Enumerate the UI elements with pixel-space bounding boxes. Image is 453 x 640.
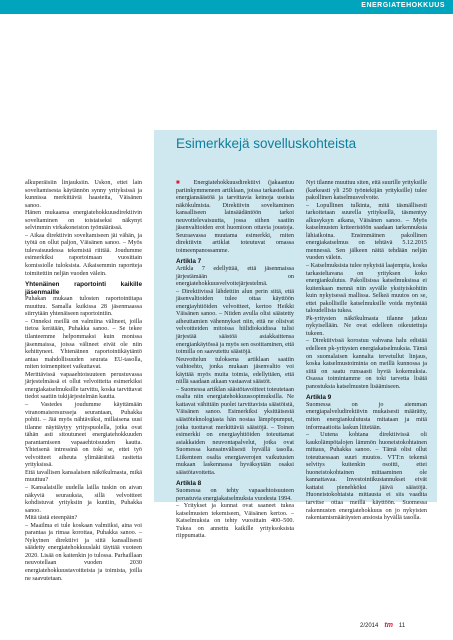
paragraph	[306, 338, 427, 391]
subheading	[306, 394, 427, 402]
text: Energiatehokkuusdirektiivi (jakaantuu pariinkymmeneen artiklaan, joissa tarkastellaan energiansäästöä ja tarvittavia keinoja useista näkökulmista. Direktiivin soveltaminen kansalliseen lainsäädäntöön tarkoi neuvottelevaisuutta, jossa siihen saatiin jäsenvaltioiden erot huomioon ottavia joustoja. Seuraavassa muutama esimerkki, miten direktiivin artiklat toteutuvat omassa toimeenpanossamme.	[176, 180, 294, 254]
paragraph	[25, 470, 142, 485]
text: Puhakan mukaan tulosten raportointitapa muuttuu. Samalla kuikissa 28 jäsenmaassa siirrytään yhtenäiseen raportointiin.	[25, 296, 142, 318]
paragraph	[25, 210, 142, 233]
text: Hänen mukaansa energiatehokkuusdirektiivin soveltaminen on toistaiseksi näkynyt selvimmin virkakoneiston työmäärässä.	[25, 210, 142, 232]
text: – Direktiivissä korostuu vahvana halu edistää edelleen pk-yritysten energiakatselmuksia. Tämä on suomalaisen kannalta tervetullut linjaus, koska katselmustoiminta on meillä kunnossa ja siitä on saatu runsaasti hyviä kokemuksia. Osassa toimintamme on toki tarvetta lisätä panostuksia katselmusten lisäämiseen.	[306, 338, 427, 390]
paragraph	[306, 203, 427, 263]
text: Pk-yritysten näkökulmasta tilanne jatkuu nykyisellään. Ne ovat edelleen oikeutettuja tukeen.	[306, 315, 427, 337]
paragraph	[25, 485, 142, 515]
text: Mitä tästä eteenpäin?	[25, 515, 78, 522]
subheading	[25, 281, 142, 296]
text: Artikla 7 edellyttää, että jäsenmaissa järjestämään on energiatehokkuusvelvoitejärjestelmä.	[176, 266, 294, 288]
paragraph	[25, 296, 142, 319]
paragraph	[25, 515, 142, 523]
magazine-logo: tm	[384, 622, 393, 629]
text: – Katselmuksista tulee nykyistä laajempia, koska tarkasteltavana on yrityksen koko energiankulutus. Pakollisissa katselmuksissa ei kuitenkaan mennä niin syvälle yksityiskohtiin kuin nykyisessä mallissa. Selkeä muutos on se, ettei pakollisille katselmuksille voida myöntää taloudellista tukea.	[306, 263, 427, 315]
text: Neuvottelun tuloksena artiklaan saatiin vaihtoehto, jonka mukaan jäsenvaltio voi käyttää myös muita toimia, edellyttäen, että niillä saadaan aikaan vastaavat säästöt.	[176, 356, 294, 386]
text: – Yritykset ja kunnat ovat saaneet tukea katselmusten tekemiseen, Väisänen kertoo. – Katselmuksia on tehty vuosittain 400–500. Tukea on annettu kaikille yrityksoksista riippumatta.	[176, 503, 294, 540]
text: Suomessa on jo aiemman energiapalveludirektiivin mukaisesti määrätty, miten energiankulutusta mitataan ja mitä informaatioita laskun liitetään.	[306, 401, 427, 431]
paragraph	[306, 316, 427, 339]
text: Artikla 9	[306, 394, 332, 402]
paragraph	[25, 372, 142, 402]
section-header-bar	[0, 0, 453, 14]
paragraph	[176, 387, 294, 478]
paragraph	[176, 180, 294, 255]
text: – Onneksi meillä on valmiina välineet, joilla tietoa kerätään, Puhakka sanoo. – Se tekee tilanteemme helpommaksi kuin monissa jäsenmaissa, joissa välineet eivät ole niin kehittyneet. Yhtenäinen raportointikäytäntö antaa mahdollisuuden seurata EU-tasolla, miten toimenpiteet vaikuttavat.	[25, 318, 142, 371]
text: – Direktiivissä lähdettiin alun perin siitä, että jäsenvaltioiden tulee ottaa käyttöön energiayhtiöiden velvoitteet, kertoo Heikki Väisänen sanoo. – Niiden avulla olisi säästetty aiheuttamien vähennykset niin, että ne olisivat velvoitteiden mitoissa hiilidioksidissa tulisi järjestää säästöä asiakkaittensa energiankäytössä ja myös sen osoittaminen, että toimilla on saavutettu säästöjä.	[176, 288, 294, 356]
paragraph	[306, 402, 427, 432]
text: – Lopullinen tulkinta, mitä täsmällisesti tarkoitetaan suurella yrityksellä, täsmentyy alkusyksyn aikana, Väisänen sanoo. – Myös katselmusten kriteeristöön saadaan tarkennuksia lähiaikoina. Ensimmäinen pakollinen energiakatselmus on tehtävä 5.12.2015 mennessä. Sen jälkeen näitä tehdään neljän vuoden välein.	[306, 202, 427, 262]
text: – Kansalaisille uudella lailla tuskin on aivan näkyviä seurauksia, sillä velvoitteet kohdistuvat yrityksiin ja kuntiin, Puhakka sanoo.	[25, 484, 142, 514]
paragraph	[25, 402, 142, 470]
text: – Aikaa direktiivin soveltamiseen jäi vähän, ja työtä on ollut paljon, Väisänen sanoo. – Myös tulevaisuudessa tekemistä riittää. Joudumme esimerkiksi raportoimaan vuosittain komissiolle tuloksista. Aikaisemmin raportteja toimitettiin neljän vuoden välein.	[25, 232, 142, 277]
text: Suomessa on tehty vapaaehtoisuuteen perustuvia energiakatselmuksia vuodesta 1994.	[176, 487, 294, 502]
text: Että tavallisen kansalaisen näkökulmasta, mikä muuttuu?	[25, 469, 142, 484]
paragraph	[25, 180, 142, 210]
text: – Maailma ei tule koskaan valmiiksi, aina voi parantaa ja rimaa korottaa, Puhakka sanoo. – Nykyinen direktiivi ja siitä kansallisesti säädetty energiatehokkuuslaki täyttää vuoteen 2020. Lisää on kaitenkin jo tulossa. Parhaillaan neuvotellaan vuoden 2030 energiatehokkuustavoitteista ja toimista, joilla ne saavutetaan.	[25, 522, 142, 582]
paragraph	[25, 523, 142, 583]
issue-number: 2/2014	[360, 622, 379, 629]
article-column-1	[25, 180, 142, 583]
text: Merittävissä vapaaehtoisuuteen perustuvassa järjestelmässä ei ollut velvoitteita esimerkiksi energiakatselmuksille tarvittu, koska tarvittavat tiedot saatiin tukijärjestelmän kautta.	[25, 371, 142, 401]
page-footer	[360, 622, 405, 629]
paragraph	[176, 488, 294, 503]
text: Yhtenäinen raportointi kaikille jäsenmaille	[25, 281, 142, 296]
box-title: Esimerkkejä sovelluskohteista	[176, 136, 357, 151]
text: – Suomessa artiklan säästötavoitteet toteutetaan osalta niin energiatehokkuussopimuksilla. Ne kattavat vähittäin puolet tarvittavista säästöistä, Väisänen sanoo. Esimerkiksi yksittäisestä säästöteknologiasta hän nostaa lämpöpumput, jotka tuottavat merkittäviä säästöjä. – Toinen esimerkki on energiayhtiöiden toteuttamat asiakkaiden neuvontapalvelut, jotka ovat Suomessa kansainvälisesti hyvällä tasolla. Liikenteen osalta energiaverojen vaikutusten mukaan laskennassa hyväksytään osaksi säästötavoitetta.	[176, 386, 294, 476]
paragraph	[176, 266, 294, 289]
page-number: 11	[398, 622, 406, 629]
text: – Vastedes joudumme käyttämään viranomaisresursseja seurantaan, Puhakka pohtii. – Jää myös nähtäväksi, millaisena uusi tilanne näyttäytyy yrityspuolella, jotka ovat tähän asti sitoutuneet energiatehokkuuden parantamiseen vapaaehtoisuuden kautta. Yhteisenä intressinä on tokí se, ettei työ velvoitteet aiheuta ylimääräistä rasitetta yrityksissä.	[25, 401, 142, 469]
paragraph	[306, 180, 427, 203]
text: Artikla 7	[176, 258, 202, 266]
paragraph	[306, 432, 427, 523]
bullet-icon: ■	[176, 180, 194, 186]
subheading	[176, 480, 294, 488]
text: alkuperäisiin linjauksiin. Uskon, ettei lain soveltamisesta käytännön synny yrityksissä ja kunnissa merkittäviä haasteita, Väisänen sanoo.	[25, 180, 142, 209]
box-column-1	[176, 180, 294, 541]
paragraph	[306, 263, 427, 316]
subheading	[176, 258, 294, 266]
paragraph	[176, 357, 294, 387]
text: – Uutena kohtana direktiivissä oli kaukolämpötalojen lämmön huoneistokohtainen mittaus, Puhakka sanoo. – Tämä olisi ollut toteutuessaan suuri muutos. VTT:n tekemä selvitys kuitenkin osoitti, ettei huoneistokohtainen mittaaminen ole kannattavaa. Investointikustannukset eivät kattaisi pienehköksi jäävä säästöjä. Huoneistokohtaista mittausta ei siis vaadita tarvitse ottaa meillä käyttöön. Suomessa rakennusten energiatehokkuus on jo nykyisten rakentamismääräysten ansiosta hyvällä tasolla.	[306, 432, 427, 522]
text: Artikla 8	[176, 480, 202, 488]
text: Nyt tilanne muuttuu siten, että suurille yrityksille (karkeasti yli 250 työntekijän yrityksille) tulee pakollinen katselmusvelvoite.	[306, 180, 427, 202]
box-column-2	[306, 180, 427, 523]
paragraph	[25, 233, 142, 278]
paragraph	[25, 319, 142, 372]
section-label: ENERGIATEHOKKUUS	[361, 2, 445, 9]
paragraph	[176, 289, 294, 357]
paragraph	[176, 503, 294, 541]
